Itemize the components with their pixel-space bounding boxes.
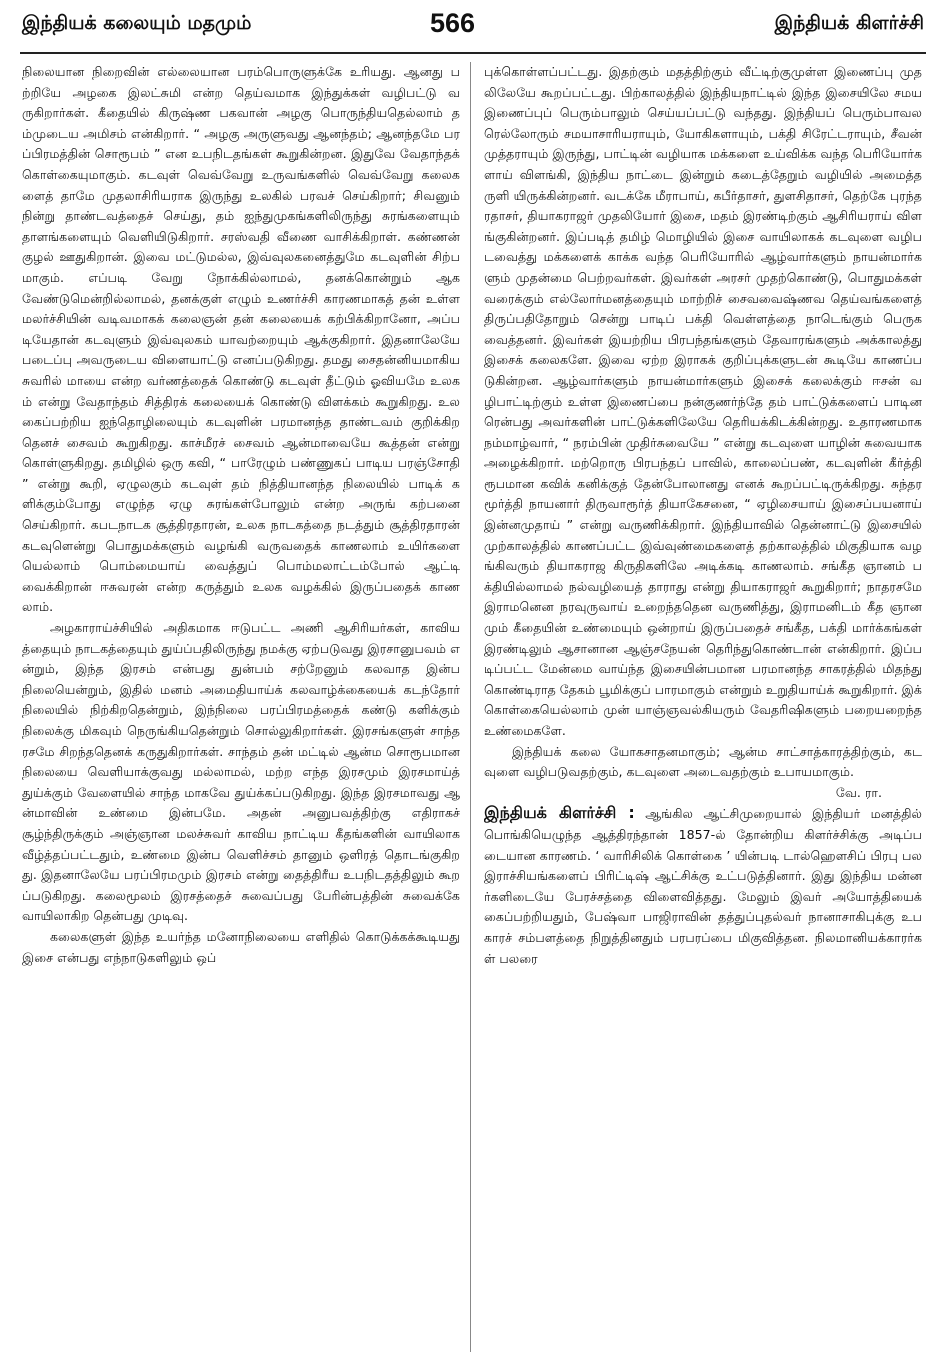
section-body: ஆங்கில ஆட்சிமுறையால் இந்தியர் மனத்தில் பொங்கியெழுந்த ஆத்திரந்தான் 1857-ல் தோன்றிய கிளர்ச்சிக்கு அடிப்படையான காரணம். ‘ வாரிசிலிக் கொள்கை ’ யின்படி டால்ஹௌசிப் பிரபு பல இராச்சியங்களைப் பிரிட்டிஷ் ஆட்சிக்கு உட்படுத்தினார். இது இந்திய மன்னர்களிடையே பேரச்சத்தை விளைவித்தது. மேலும் இவர் அயோத்தியைக் கைப்பற்றியதும், பேஷ்வா பாஜிராவின் தத்துப்புதல்வர் நானாசாகிபுக்கு உபகாரச் சம்பளத்தை நிறுத்தினதும் பரபரப்பை மிகுவித்தன. நிலமானியக்காரர்கள் பலரை <box>484 806 922 966</box>
running-title-right: இந்தியக் கிளர்ச்சி <box>774 12 924 34</box>
right-column <box>484 62 922 1358</box>
header-rule <box>20 52 926 54</box>
right-paragraph-2: இந்தியக் கலை யோகசாதனமாகும்; ஆன்ம சாட்சாத்காரத்திற்கும், கடவுளை வழிபடுவதற்கும், கடவுளை அடைவதற்கும் உபாயமாகும். <box>484 743 922 780</box>
page-header <box>0 0 942 50</box>
column-divider <box>470 62 471 1352</box>
author-signature: வே. ரா. <box>835 784 882 800</box>
section-heading: இந்தியக் கிளர்ச்சி : <box>484 803 635 823</box>
right-paragraph-1: புக்கொள்ளப்பட்டது. இதற்கும் மதத்திற்கும் வீட்டிற்குமுள்ள இணைப்பு முதலிலேயே கூறப்பட்டது. பிற்காலத்தில் இந்தியநாட்டில் இந்த இசையிலே சமய இணைப்புப் பெரும்பாலும் செய்யப்பட்டு வந்தது. இந்தியப் பெரும்பாவலரெல்லோரும் சமயாசாரியராயும், யோகிகளாயும், பக்தி சிரேட்டராயும், சீவன் முத்தராயும் இருந்து, பாட்டின் வழியாக மக்களை உய்விக்க வந்த பெரியோர்களாய் விளங்கி, இந்திய நாட்டை இன்றும் கடைத்தேறும் வழியில் அமைத்தருளி யிருக்கின்றனர். வடக்கே மீராபாய், கபீர்தாசர், துளசிதாசர், தெற்கே புரந்தரதாசர், தியாகராஜர் முதலியோர் இசை, மதம் இரண்டிற்கும் ஆசிரியராய் விளங்குகின்றனர். இப்படித் தமிழ் மொழியில் இசை வாயிலாகக் கடவுளை வழிபடவைத்து மக்களைக் காக்க வந்த பெரியோரில் ஆழ்வார்களும் நாயன்மார்களும் முதன்மை பெற்றவர்கள். இவர்கள் அரசர் முதற்கொண்டு, பொதுமக்கள் வரைக்கும் எல்லோர்மனத்தையும் மாற்றிச் சைவவைஷ்ணவ தெய்வங்களைத் திருப்பதிதோறும் சென்று பாடிப் பக்தி வெள்ளத்தை நாடெங்கும் பெருக வைத்தனர். இவர்கள் இயற்றிய பிரபந்தங்களும் தேவாரங்களும் அக்காலத்து இசைக் கலைகளே. இவை ஏற்ற இராகக் குறிப்புக்களுடன் கூடியே காணப்படுகின்றன. ஆழ்வார்களும் நாயன்மார்களும் இசைக் கலைக்கும் ஈசன் வழிபாட்டிற்கும் உள்ள இணைப்பை நன்குணர்ந்தே தம் பாட்டுக்களைப் பாடினரென்பது அவர்களின் பாட்டுக்களிலேயே தெரியக்கிடக்கின்றது. உதாரணமாக நம்மாழ்வார், “ நரம்பின் முதிர்சுவையே ” என்று கடவுளை யாழின் சுவையாக அழைக்கிறார். மற்றொரு பிரபந்தப் பாவில், காலைப்பண், கடவுளின் கீர்த்தி ரூபமான கவிக் கனிக்குத் தேன்போலானது எனக் கூறப்பட்டிருக்கிறது. சுந்தரமூர்த்தி நாயனார் திருவாரூர்த் தியாகேசனை, “ ஏழிசையாய் இசைப்பயனாய் இன்னமுதாய் ” என்று வருணிக்கிறார். இந்தியாவில் தென்னாட்டு இசையில் முற்காலத்தில் காணப்பட்ட இவ்வுண்மைகளைத் தற்காலத்தில் மிகுதியாக வழங்கிவரும் தியாகராஜ கிருதிகளிலே அடிக்கடி காணலாம். சங்கீத ஞானம் பக்தியில்லாமல் நல்வழியைத் தாராது என்று தியாகராஜர் கூறுகிறார்; நாதரசமே இராமனென நரவுருவாய் உறைந்ததென வருணித்து, இராமனிடம் கீத ஞானமும் கீதையின் உண்மையும் ஒன்றாய் இருப்பதைச் சங்கீத, பக்தி மார்க்கங்கள் இரண்டிலும் ஆசானான ஆஞ்சநேயன் தெரிந்துகொண்டான் என்கிறார். இப்படிப்பட்ட மேன்மை வாய்ந்த இசையின்பமான பரமானந்த சாகரத்தில் மிதந்து கொண்டிராத தேகம் பூமிக்குப் பாரமாகும் என்றும் உறுதியாய்க் கூறுகிறார். இக் கொள்கையெல்லாம் முன் யாஞ்ஞவல்கியரும் வேதரிஷிகளும் பறையறைந்த உண்மைகளே. <box>484 64 922 738</box>
left-paragraph-3: கலைகளுள் இந்த உயர்ந்த மனோநிலையை எளிதில் கொடுக்கக்கூடியது இசை என்பது எந்நாடுகளிலும் ஒப் <box>22 928 460 965</box>
left-paragraph-2: அழகாராய்ச்சியில் அதிகமாக ஈடுபட்ட அணி ஆசிரியர்கள், காவியத்தையும் நாடகத்தையும் துய்ப்பதிலிருந்து நமக்கு ஏற்படுவது இரசானுபவம் என்றும், இந்த இரசம் என்பது துன்பம் சற்றேனும் கலவாத இன்பநிலையென்றும், இதில் மனம் அமைதியாய்க் கலவாழ்க்கையைக் கடந்தோர் நிலையில் நிற்கிறதென்றும், இந்நிலை பரப்பிரமத்தைக் கண்டு களிக்கும் நிலைக்கு மிகவும் நெருங்கியதென்றும் சொல்லுகிறார்கள். இரசங்களுள் சாந்தரசமே சிறந்ததெனக் கருதுகிறார்கள். சாந்தம் தன் மட்டில் ஆன்ம சொரூபமான நிலையை வெளியாக்குவது மல்லாமல், மற்ற எந்த இரசமும் இரசமாய்த் துய்க்கும் வேளையில் சாந்த மாகவே துய்க்கப்படுகிறது. இந்த இரசமாவது ஆன்மாவின் உண்மை இன்பமே. அதன் அனுபவத்திற்கு எதிராகச் சூழ்ந்திருக்கும் அஞ்ஞான மலச்சுவர் காவிய நாட்டிய கீதங்களின் வாயிலாக வீழ்த்தப்பட்டதும், உண்மை இன்ப வெளிச்சம் தானும் ஒளிரத் தொடங்குகிறது. இதனாலேயே பரப்பிரமமும் இரசம் என்று தைத்திரீய உபநிடதத்திலும் கூறப்படுகிறது. கலைமூலம் இரசத்தைச் சுவைப்பது பேரின்பத்தின் சுவைக்கே வாயிலாகிற தென்பது முடிவு. <box>22 620 460 924</box>
page-number: 566 <box>430 8 476 38</box>
left-column <box>22 62 460 1358</box>
running-title-left: இந்தியக் கலையும் மதமும் <box>22 12 252 34</box>
section-entry <box>484 803 922 969</box>
left-paragraph-1: நிலையான நிறைவின் எல்லையான பரம்பொருளுக்கே உரியது. ஆனது பற்றியே அழகை இலட்சுமி என்ற தெய்வமாக இந்துக்கள் வழிபட்டு வருகிறார்கள். கீதையில் கிருஷ்ண பகவான் அழகு பொருந்தியதெல்லாம் தம்முடைய அமிசம் என்கிறார். “ அழகு அருளுவது ஆனந்தம்; ஆனந்தமே பரப்பிரமத்தின் சொரூபம் ” என உபநிடதங்கள் கூறுகின்றன. இதுவே வேதாந்தக் கொள்கையுமாகும். கடவுள் வெவ்வேறு உருவங்களில் வெவ்வேறு கலைகளைத் தாமே முதலாசிரியராக இருந்து உலகில் பரவச் செய்கிறார்; சிவனும் நின்று தாண்டவத்தைச் செய்து, தம் ஐந்துமுகங்களிலிருந்து சுரங்களையும் தாளங்களையும் வெளியிடுகிறார். சரஸ்வதி வீணை வாசிக்கிறாள். கண்ணன் குழல் ஊதுகிறான். இவை மட்டுமல்ல, இவ்வுலகனைத்துமே கடவுளின் சிற்பமாகும். எப்படி வேறு நோக்கில்லாமல், தனக்கொன்றும் ஆகவேண்டுமென்றில்லாமல், தனக்குள் எழும் உணர்ச்சி காரணமாகத் தன் உள்ள மலர்ச்சியின் வடிவமாகக் கலைஞன் தன் கலையைக் கற்பிக்கிறானோ, அப்படியேதான் கடவுளும் இவ்வுலகம் யாவற்றையும் ஆக்குகிறார். இதனாலேயே படைப்பு அவருடைய விளையாட்டு எனப்படுகிறது. தமது சைதன்னியமாகிய சுவரில் மாயை என்ற வர்ணத்தைக் கொண்டு கடவுள் தீட்டும் ஓவியமே உலகம் என்று வேதாந்தம் சித்திரக் கலையைக் கொண்டு விளக்கம் கூறுகிறது. உலகைப்பற்றிய ஐந்தொழிலையும் கடவுளின் பரமானந்த தாண்டவம் குறிக்கிறதெனச் சைவம் கூறுகிறது. காச்மீரச் சைவம் ஆன்மாவையே கூத்தன் என்று கொள்ளுகிறது. தமிழில் ஒரு கவி, “ பாரேழும் பண்ணுகப் பாடிய பரஞ்சோதி ” என்று கூறி, ஏழுலகும் கடவுள் தம் நித்தியானந்த நிலையில் பாடிக் களிக்கும்போது எழுந்த ஏழு சுரங்கள்போலும் என்ற அருங் கற்பனை செய்கிறார். கபடநாடக சூத்திரதாரன், உலக நாடகத்தை நடத்தும் சூத்திரதாரன் கடவுளென்று பொதுமக்களும் வழங்கி வருவதைக் காணலாம் உயிர்களை யெல்லாம் பொம்மையாய் வைத்துப் பொம்மலாட்டம்போல் ஆட்டி வைக்கிறான் ஈசுவரன் என்ற கருத்தும் உலக வழக்கில் இருப்பதைக் காணலாம். <box>22 64 460 615</box>
